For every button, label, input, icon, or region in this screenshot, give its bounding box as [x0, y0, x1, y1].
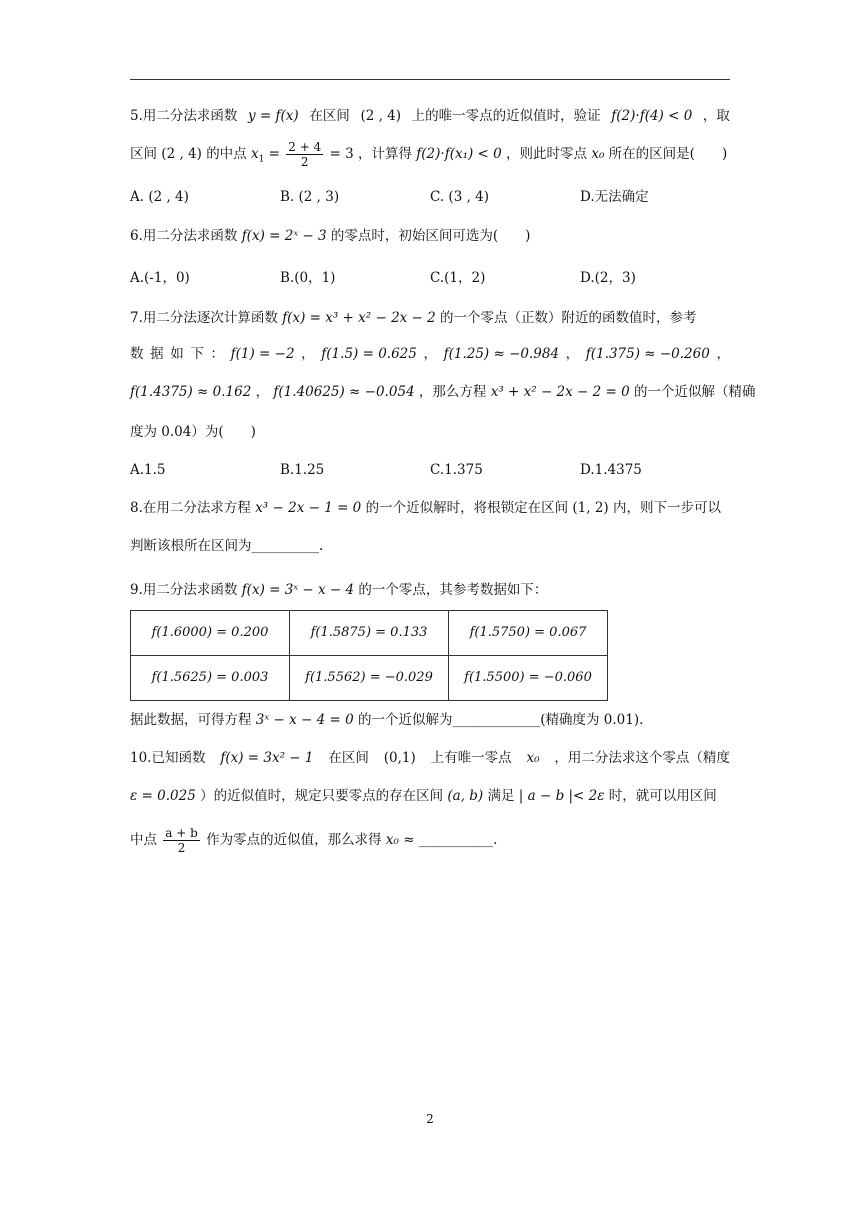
q5-expr: f(2)·f(x₁) < 0 — [416, 146, 502, 162]
q7-equation: x³ + x² − 2x − 2 = 0 — [490, 384, 630, 400]
q5-eq: = — [268, 146, 280, 162]
table-cell — [131, 611, 290, 656]
q6-text: 6.用二分法求函数 — [130, 228, 238, 244]
q5-line1 — [130, 106, 730, 126]
cell-value: f(1.5750) = 0.067 — [469, 625, 587, 640]
q7-option-b: B.1.25 — [280, 462, 325, 478]
q9-text: 的一个近似解为_____________(精确度为 0.01). — [357, 712, 644, 728]
q10-interval: (a, b) — [447, 788, 484, 804]
q8-line1 — [130, 498, 721, 518]
q5-x0: x₀ — [591, 146, 605, 162]
q9-text: 的一个零点，其参考数据如下： — [358, 582, 548, 598]
q7-value: f(1.4375) ≈ 0.162 — [130, 384, 252, 400]
cell-value: f(1.5562) = −0.029 — [305, 670, 433, 685]
q7-value: f(1.40625) ≈ −0.054 — [273, 384, 415, 400]
q6-options — [130, 268, 730, 288]
q5-text: ，取 — [702, 108, 730, 124]
q10-text: 满足 — [487, 788, 515, 804]
q5-text: ，则此时零点 — [506, 146, 588, 162]
q9-line1 — [130, 580, 547, 600]
q5-fraction — [286, 140, 323, 169]
q10-epsilon: ε = 0.025 — [130, 788, 196, 804]
q5-frac-den: 2 — [300, 155, 309, 169]
q6-func: f(x) = 2ˣ − 3 — [241, 228, 327, 244]
cell-value: f(1.5875) = 0.133 — [310, 625, 428, 640]
q10-interval: (0,1) — [383, 750, 416, 766]
q6-line1 — [130, 226, 530, 246]
q7-text: ，那么方程 — [418, 384, 487, 400]
q10-condition: | a − b |< 2ε — [518, 788, 605, 804]
q9-text: 9.用二分法求函数 — [130, 582, 238, 598]
q7-text: ， — [423, 346, 437, 362]
q7-func: f(x) = x³ + x² − 2x − 2 — [282, 310, 436, 326]
q7-line4 — [130, 422, 256, 442]
q5-options — [130, 187, 730, 207]
q9-text: 据此数据，可得方程 — [130, 712, 252, 728]
q10-x0: x₀ — [526, 750, 540, 766]
q9-line2 — [130, 710, 643, 730]
q10-fraction — [163, 826, 200, 855]
q5-text: 在区间 — [309, 108, 350, 124]
q10-frac-den: 2 — [177, 841, 186, 855]
q5-option-b: B. (2 , 3) — [280, 189, 340, 205]
q8-text: 判断该根所在区间为__________. — [130, 538, 324, 554]
q5-frac-num: 2 + 4 — [288, 140, 322, 154]
q5-verify: f(2)·f(4) < 0 — [611, 108, 693, 124]
q6-option-b: B.(0，1) — [280, 270, 336, 286]
q5-option-c: C. (3 , 4) — [430, 189, 490, 205]
q6-option-d: D.(2，3) — [580, 270, 636, 286]
q9-equation: 3ˣ − x − 4 = 0 — [255, 712, 354, 728]
cell-value: f(1.6000) = 0.200 — [151, 625, 269, 640]
q5-x1: x — [250, 146, 259, 162]
cell-value: f(1.5500) = −0.060 — [464, 670, 592, 685]
page-number: 2 — [426, 1112, 434, 1126]
q7-option-d: D.1.4375 — [580, 462, 642, 478]
q7-line1 — [130, 308, 697, 328]
q5-interval: (2 , 4) — [161, 146, 202, 162]
q10-text: 在区间 — [328, 750, 369, 766]
q8-line2 — [130, 536, 323, 556]
q10-line3 — [130, 826, 497, 855]
q7-text: 据 — [150, 346, 164, 362]
q10-x0-approx: x₀ ≈ — [385, 832, 415, 848]
table-cell — [290, 611, 449, 656]
cell-value: f(1.5625) = 0.003 — [151, 670, 269, 685]
q8-text: 8.在用二分法求方程 — [130, 500, 251, 516]
q5-option-a: A. (2 , 4) — [130, 189, 189, 205]
q7-line2 — [130, 344, 730, 364]
q6-option-a: A.(-1，0) — [130, 270, 190, 286]
q7-text: 下 — [190, 346, 204, 362]
q5-text: 的中点 — [206, 146, 247, 162]
q5-text: 所在的区间是( ) — [608, 146, 728, 162]
q7-value: f(1.25) ≈ −0.984 — [443, 346, 560, 362]
q10-text: 上有唯一零点 — [430, 750, 512, 766]
q7-line3 — [130, 382, 756, 402]
q10-line1 — [130, 748, 730, 768]
q7-option-c: C.1.375 — [430, 462, 483, 478]
q8-equation: x³ − 2x − 1 = 0 — [255, 500, 362, 516]
q8-text: 的一个近似解时，将根锁定在区间 — [365, 500, 569, 516]
q10-text: 作为零点的近似值，那么求得 — [206, 832, 382, 848]
q7-text: 的一个零点（正数）附近的函数值时，参考 — [440, 310, 697, 326]
q7-value: f(1) = −2 — [230, 346, 295, 362]
q5-eq3: = 3 — [329, 146, 354, 162]
q5-line2 — [130, 140, 727, 169]
q8-interval: (1, 2) — [572, 500, 609, 516]
table-cell — [131, 656, 290, 701]
q7-text: ， — [716, 346, 730, 362]
q10-text: 10.已知函数 — [130, 750, 206, 766]
q6-text: 的零点时，初始区间可选为( ) — [330, 228, 531, 244]
q10-line2 — [130, 786, 717, 806]
q10-text: ）的近似值时，规定只要零点的存在区间 — [200, 788, 444, 804]
q5-interval: (2 , 4) — [360, 108, 402, 124]
q5-x1-sub: 1 — [258, 154, 265, 165]
q5-text: ，计算得 — [358, 146, 412, 162]
q7-text: 的一个近似解（精确 — [634, 384, 756, 400]
q9-table — [130, 610, 608, 701]
q5-text: 上的唯一零点的近似值时，验证 — [411, 108, 601, 124]
q7-text: 如 — [170, 346, 184, 362]
q7-text: 度为 0.04）为( ) — [130, 424, 256, 440]
q7-value: f(1.375) ≈ −0.260 — [585, 346, 710, 362]
q10-frac-num: a + b — [165, 826, 198, 840]
q9-func: f(x) = 3ˣ − x − 4 — [241, 582, 355, 598]
q7-value: f(1.5) = 0.625 — [321, 346, 417, 362]
table-cell — [290, 656, 449, 701]
q7-text: ， — [565, 346, 580, 362]
table-cell — [449, 656, 608, 701]
q5-text: 区间 — [130, 146, 157, 162]
q7-text: ， — [255, 384, 270, 400]
q5-func: y = f(x) — [248, 108, 299, 124]
q7-text: 数 — [130, 346, 144, 362]
q7-options — [130, 460, 730, 480]
q10-text: ，用二分法求这个零点（精度 — [554, 750, 730, 766]
q8-text: 内，则下一步可以 — [612, 500, 721, 516]
q7-text: ， — [301, 346, 315, 362]
q6-option-c: C.(1，2) — [430, 270, 486, 286]
header-rule — [130, 79, 730, 80]
table-row — [131, 611, 608, 656]
q10-func: f(x) = 3x² − 1 — [220, 750, 314, 766]
q5-text: 5.用二分法求函数 — [130, 108, 238, 124]
q7-text: 7.用二分法逐次计算函数 — [130, 310, 278, 326]
table-cell — [449, 611, 608, 656]
q10-blank: ___________. — [418, 832, 498, 848]
q7-option-a: A.1.5 — [130, 462, 166, 478]
q5-option-d: D.无法确定 — [580, 189, 649, 205]
q7-text: ： — [210, 346, 224, 362]
q10-text: 中点 — [130, 832, 157, 848]
q10-text: 时，就可以用区间 — [608, 788, 717, 804]
table-row — [131, 656, 608, 701]
